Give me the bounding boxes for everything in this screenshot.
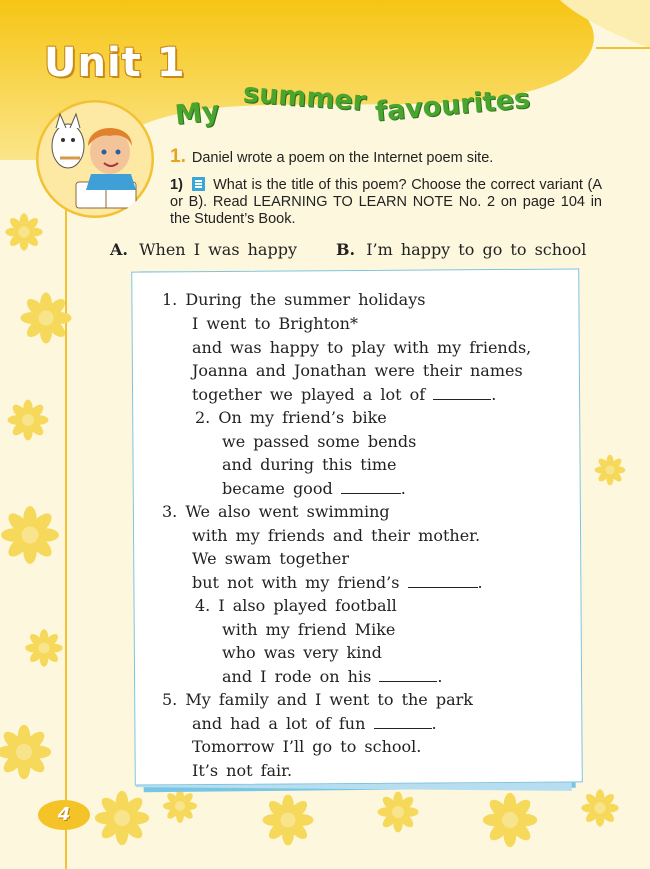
answer-blank[interactable] [374,714,432,729]
answer-options [110,240,600,259]
line-end-mark: . [431,714,437,733]
task-number: 1. [170,146,186,167]
lesson-title-word-2: summer [242,77,368,118]
poem-line-text: became good [222,479,333,498]
answer-blank[interactable] [379,667,437,682]
option-a-text: When I was happy [139,240,297,259]
poem-line: we passed some bends [222,432,417,451]
poem-line-with-blank [192,714,437,734]
poem-line: 3. We also went swimming [162,502,390,521]
lesson-title-word-1: My [173,95,221,132]
poem-line-with-blank [222,667,443,687]
unit-title: Unit 1 [44,40,186,86]
task-1 [170,148,602,228]
poem-line: and was happy to play with my friends, [192,338,532,357]
boy-and-cat-illustration [36,100,154,218]
poem-line: It’s not fair. [192,761,293,780]
answer-blank[interactable] [408,573,478,588]
poem-line-with-blank [222,479,406,499]
poem-line: who was very kind [222,643,382,662]
line-end-mark: . [477,573,483,592]
answer-blank[interactable] [433,385,491,400]
task-instruction: Daniel wrote a poem on the Internet poem site. [191,150,494,166]
option-b-letter: B. [336,240,356,259]
page-number: 4 [38,800,90,830]
subtask-text: What is the title of this poem? Choose the correct variant (A or B). Read LEARNING TO LEARN NOTE No. 2 on page 104 in the Student’s Book. [170,177,603,227]
poem-line-text: together we played a lot of [192,385,426,404]
option-b[interactable] [336,240,586,259]
poem-line: 4. I also played football [195,596,397,615]
poem-line: 1. During the summer holidays [162,290,426,309]
option-a-letter: A. [110,240,128,259]
line-end-mark: . [437,667,443,686]
poem-line: I went to Brighton* [192,314,358,333]
poem-line: 2. On my friend’s bike [195,408,387,427]
lesson-title [173,77,532,136]
list-icon [192,177,205,191]
poem-line: and during this time [222,455,397,474]
option-b-text: I’m happy to go to school [366,240,587,259]
lesson-title-word-3: favourites [373,83,532,128]
line-end-mark: . [491,385,497,404]
poem-line: with my friend Mike [222,620,396,639]
poem-line-text: and I rode on his [222,667,372,686]
poem-line-text: and had a lot of fun [192,714,366,733]
answer-blank[interactable] [341,479,401,494]
poem-line: with my friends and their mother. [192,526,481,545]
poem-line-text: but not with my friend’s [192,573,400,592]
poem-line-with-blank [192,573,483,593]
poem-line: Joanna and Jonathan were their names [192,361,523,380]
option-a[interactable] [110,240,297,259]
line-end-mark: . [400,479,406,498]
subtask-number: 1) [170,177,183,193]
poem-line: 5. My family and I went to the park [162,690,473,709]
poem-line: We swam together [192,549,350,568]
poem-line: Tomorrow I’ll go to school. [192,737,422,756]
poem-line-with-blank [192,385,496,405]
